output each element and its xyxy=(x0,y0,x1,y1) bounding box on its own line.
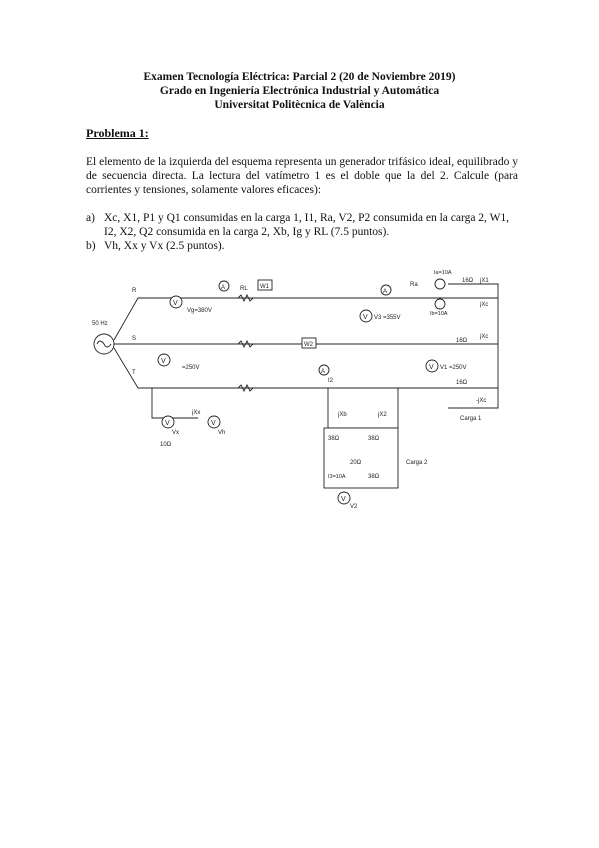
exam-header xyxy=(0,70,599,112)
voltmeter-v1 xyxy=(426,360,467,372)
ohm20: 20Ω xyxy=(350,460,362,466)
exam-title: Examen Tecnología Eléctrica: Parcial 2 (20 de Noviembre 2019) xyxy=(143,71,456,83)
question-a xyxy=(86,211,518,239)
carga-1 xyxy=(430,270,498,422)
svg-text:V: V xyxy=(429,364,434,371)
w2-label: W2 xyxy=(304,342,313,348)
carga2-label: Carga 2 xyxy=(406,460,428,466)
ra-label: Ra xyxy=(410,282,418,288)
i2-label: I2 xyxy=(328,378,334,384)
circuit-diagram xyxy=(88,268,508,518)
ohm38-a: 38Ω xyxy=(328,436,340,442)
svg-text:A: A xyxy=(221,285,226,291)
xb-label: jXb xyxy=(338,412,347,418)
jxc-a: jXc xyxy=(480,302,489,308)
jxc-c: -jXc xyxy=(476,398,487,404)
jxc-b: jXc xyxy=(480,334,489,340)
jx1-label: jX1 xyxy=(480,278,489,284)
voltmeter-vx xyxy=(162,416,179,436)
svg-text:V: V xyxy=(363,314,368,321)
generator-symbol xyxy=(92,321,114,354)
carga-2 xyxy=(324,388,428,510)
ammeter-ra xyxy=(381,282,418,295)
question-marker: b) xyxy=(86,240,96,252)
x2-label: jX2 xyxy=(378,412,387,418)
carga1-label: Carga 1 xyxy=(460,416,482,422)
ammeter-ig xyxy=(219,281,229,291)
degree-name: Grado en Ingeniería Electrónica Industrial y Automática xyxy=(159,85,440,97)
w1-label: W1 xyxy=(260,284,269,290)
svg-text:V: V xyxy=(211,420,216,427)
wattmeter-w1 xyxy=(258,280,272,290)
ohm38-c: 38Ω xyxy=(368,474,380,480)
i3-label: I3=10A xyxy=(328,474,346,480)
ohm16-b: 16Ω xyxy=(456,338,468,344)
svg-text:A: A xyxy=(383,289,388,295)
ohm16-c: 16Ω xyxy=(456,380,468,386)
ohm38-b: 38Ω xyxy=(368,436,380,442)
ammeter-i2 xyxy=(319,365,334,384)
v1-reading: V1 =250V xyxy=(440,365,467,371)
v3-reading: V3 =355V xyxy=(374,315,401,321)
ohm16-a: 16Ω xyxy=(462,278,474,284)
svg-text:A: A xyxy=(321,369,326,375)
vl-reading: =250V xyxy=(182,365,200,371)
ia-label: Ia=10A xyxy=(434,270,452,276)
voltmeter-v3 xyxy=(360,310,401,322)
question-text: Vh, Xx y Vx (2.5 puntos). xyxy=(104,240,225,252)
vg-reading: Vg=380V xyxy=(187,308,212,314)
question-b xyxy=(86,239,518,253)
svg-text:V: V xyxy=(173,300,178,307)
ib-label: Ib=10A xyxy=(430,311,448,317)
v2-label: V2 xyxy=(350,504,358,510)
svg-text:V: V xyxy=(161,358,166,365)
ohm10-label: 10Ω xyxy=(160,442,172,448)
phase-r-label: R xyxy=(132,288,137,294)
svg-text:V: V xyxy=(341,496,346,503)
voltmeter-vg xyxy=(170,296,212,314)
svg-text:V: V xyxy=(165,420,170,427)
question-text: Xc, X1, P1 y Q1 consumidas en la carga 1, I1, Ra, V2, P2 consumida en la carga 2, W1, I2, X2, Q2 consumida en la carga 2, Xb, Ig y RL (7.5 puntos). xyxy=(104,212,510,238)
problem-statement: El elemento de la izquierda del esquema representa un generador trifásico ideal, equilibrado y de secuencia directa. La lectura del vatímetro 1 es el doble que la del 2. Calcule (para corrientes y tensiones, solamente valores eficaces): xyxy=(86,156,518,196)
vh-label: Vh xyxy=(218,430,226,436)
phase-s-label: S xyxy=(132,336,137,342)
university-name: Universitat Politècnica de València xyxy=(214,99,385,111)
wattmeter-w2 xyxy=(302,338,316,348)
question-list xyxy=(86,211,518,253)
phase-t-label: T xyxy=(132,370,136,376)
question-marker: a) xyxy=(86,212,95,224)
voltmeter-vl xyxy=(158,354,200,371)
problem-title: Problema 1: xyxy=(86,126,149,140)
voltmeter-vh xyxy=(208,416,225,436)
rl-label: RL xyxy=(240,286,248,292)
xx-label: jXx xyxy=(192,410,201,416)
frequency-label: 50 Hz xyxy=(92,321,108,327)
vx-label: Vx xyxy=(172,430,180,436)
